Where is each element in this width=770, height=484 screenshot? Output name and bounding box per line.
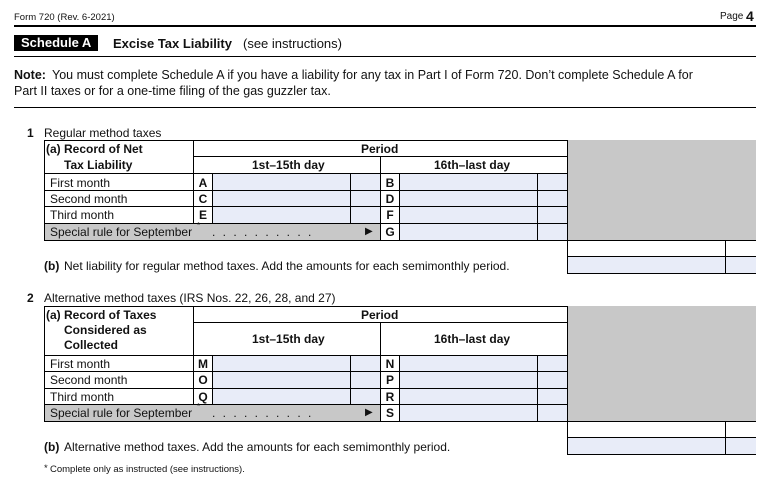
line-letter: O (198, 373, 208, 387)
section-2-a-label: (a) (46, 308, 61, 322)
section-2-row-label: First month (50, 357, 111, 371)
field-s2-second-month-1st[interactable] (213, 372, 350, 388)
schedule-title: Excise Tax Liability (113, 36, 232, 51)
line-letter: Q (198, 390, 208, 404)
field-s2-first-month-1st-cents[interactable] (351, 356, 380, 371)
section-1-col-1-header: 1st–15th day (252, 158, 325, 172)
section-2-col-1-header: 1st–15th day (252, 332, 325, 346)
section-1-special-mark: * (197, 221, 201, 230)
header-rule (14, 25, 756, 27)
page-number: 4 (746, 8, 754, 24)
section-1-row-label: Second month (50, 192, 128, 206)
line-letter: S (385, 406, 394, 420)
field-s1-second-month-1st-cents[interactable] (351, 191, 380, 206)
field-s2-special-september[interactable] (400, 405, 537, 421)
section-1-a-label: (a) (46, 142, 61, 156)
section-1-b-text: Net liability for regular method taxes. Add the amounts for each semimonthly period. (64, 259, 510, 273)
line-letter: A (198, 176, 208, 190)
section-2-title: Alternative method taxes (IRS Nos. 22, 26, 28, and 27) (44, 291, 336, 305)
section-1-shaded-area (567, 140, 756, 240)
section-1-a-title-line-2: Tax Liability (64, 158, 133, 172)
field-s2-first-month-16th-cents[interactable] (538, 356, 567, 371)
field-s1-second-month-1st[interactable] (213, 191, 350, 206)
section-1-col-2-header: 16th–last day (434, 158, 511, 172)
section-1-b-label: (b) (44, 259, 60, 273)
section-2-a-title-line-2: Considered as (64, 323, 147, 337)
field-s1-first-month-1st-cents[interactable] (351, 174, 380, 190)
field-s2-second-month-16th-cents[interactable] (538, 372, 567, 388)
line-letter: F (386, 208, 394, 222)
line-letter: R (385, 390, 395, 404)
field-s1-second-month-16th[interactable] (400, 191, 537, 206)
section-2-shaded-area (567, 306, 756, 421)
section-2-row-label: Third month (50, 390, 115, 404)
line-letter: N (385, 357, 395, 371)
field-s1-third-month-16th[interactable] (400, 207, 537, 223)
field-s2-special-september-cents[interactable] (538, 405, 567, 421)
line-letter: G (385, 225, 395, 239)
field-s2-third-month-1st[interactable] (213, 389, 350, 404)
arrow-icon: ▶ (365, 407, 373, 418)
field-s1-net-liability-cents[interactable] (726, 257, 756, 273)
field-s2-third-month-1st-cents[interactable] (351, 389, 380, 404)
section-1-period-header: Period (361, 142, 399, 156)
section-2-b-label: (b) (44, 440, 60, 454)
field-s2-alternative-taxes[interactable] (568, 438, 725, 454)
section-2-a-title-line-3: Collected (64, 338, 119, 352)
field-s1-third-month-1st[interactable] (213, 207, 350, 223)
section-2-special-label: Special rule for September (50, 406, 193, 420)
note-rule (14, 107, 756, 108)
section-1-row-label: First month (50, 176, 111, 190)
line-letter: D (385, 192, 395, 206)
section-1-a-title-line-1: Record of Net (64, 142, 143, 156)
schedule-title-note: (see instructions) (243, 36, 342, 51)
section-1-title: Regular method taxes (44, 126, 162, 140)
line-letter: M (198, 357, 208, 371)
line-letter: B (385, 176, 395, 190)
field-s2-third-month-16th[interactable] (400, 389, 537, 404)
section-2-number: 2 (27, 291, 34, 305)
note-line-1: You must complete Schedule A if you have a liability for any tax in Part I of Form 720. Don’t complete Schedule A for (52, 68, 693, 82)
field-s2-first-month-16th[interactable] (400, 356, 537, 371)
section-1-special-dots: . . . . . . . . . . (212, 225, 314, 239)
field-s1-net-liability[interactable] (568, 257, 725, 273)
section-1-row-label: Third month (50, 208, 115, 222)
field-s2-second-month-1st-cents[interactable] (351, 372, 380, 388)
field-s1-second-month-16th-cents[interactable] (538, 191, 567, 206)
form-id: Form 720 (Rev. 6-2021) (14, 12, 115, 23)
field-s1-special-september-cents[interactable] (538, 224, 567, 240)
field-s2-second-month-16th[interactable] (400, 372, 537, 388)
line-letter: P (385, 373, 394, 387)
line-letter: C (198, 192, 208, 206)
note-line-2: Part II taxes or for a one-time filing of the gas guzzler tax. (14, 84, 331, 98)
section-2-special-dots: . . . . . . . . . . (212, 406, 314, 420)
line-letter: E (198, 208, 207, 222)
field-s1-third-month-16th-cents[interactable] (538, 207, 567, 223)
field-s1-first-month-16th-cents[interactable] (538, 174, 567, 190)
section-1-number: 1 (27, 126, 34, 140)
section-2-special-mark: * (197, 402, 201, 411)
section-2-period-header: Period (361, 308, 399, 322)
schedule-badge: Schedule A (14, 35, 98, 51)
field-s1-first-month-1st[interactable] (213, 174, 350, 190)
section-2-b-text: Alternative method taxes. Add the amounts for each semimonthly period. (64, 440, 451, 454)
page-label: Page (720, 11, 744, 22)
section-2-row-label: Second month (50, 373, 128, 387)
note-label: Note: (14, 68, 46, 82)
section-2-a-title-line-1: Record of Taxes (64, 308, 157, 322)
footnote-mark: * (44, 463, 48, 474)
arrow-icon: ▶ (365, 226, 373, 237)
field-s1-first-month-16th[interactable] (400, 174, 537, 190)
section-2-col-2-header: 16th–last day (434, 332, 511, 346)
section-1-special-label: Special rule for September (50, 225, 193, 239)
field-s2-first-month-1st[interactable] (213, 356, 350, 371)
footnote-text: Complete only as instructed (see instructions). (50, 464, 245, 475)
schedule-rule (14, 56, 756, 57)
field-s1-third-month-1st-cents[interactable] (351, 207, 380, 223)
field-s2-alternative-taxes-cents[interactable] (726, 438, 756, 454)
field-s1-special-september[interactable] (400, 224, 537, 240)
field-s2-third-month-16th-cents[interactable] (538, 389, 567, 404)
